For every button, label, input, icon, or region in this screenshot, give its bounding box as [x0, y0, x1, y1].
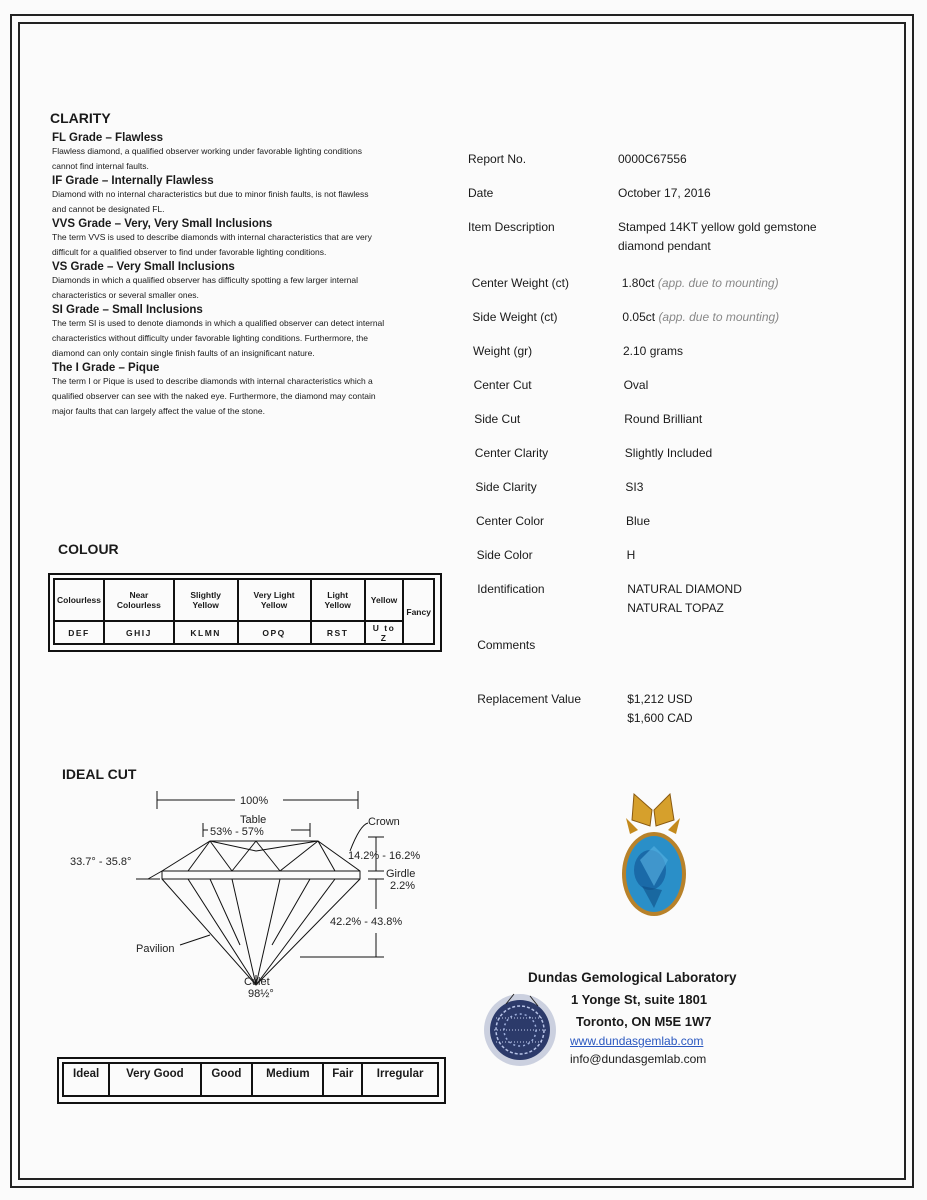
- total-width-label: 100%: [240, 795, 269, 807]
- report-field-label: Report No.: [468, 152, 527, 166]
- report-field-value-line: [627, 580, 742, 599]
- value-text: NATURAL TOPAZ: [627, 601, 724, 615]
- report-field-value-line: [624, 376, 649, 395]
- report-field-value-line: [625, 478, 643, 497]
- report-field-label: Side Clarity: [475, 480, 537, 494]
- clarity-grade-title: IF Grade – Internally Flawless: [52, 175, 214, 187]
- clarity-grade: [52, 218, 432, 260]
- pavilion-label: Pavilion: [136, 943, 175, 955]
- lab-name: Dundas Gemological Laboratory: [528, 970, 737, 985]
- report-field-label: Center Cut: [473, 378, 532, 392]
- report-field-value: [624, 410, 702, 429]
- report-field-value-line: [624, 410, 702, 429]
- value-text: diamond pendant: [618, 239, 711, 253]
- report-field-value: [625, 478, 643, 497]
- cut-grade-cell: Good: [201, 1063, 253, 1096]
- crown-label: Crown: [368, 816, 400, 828]
- colour-name-cell: Light Yellow: [311, 579, 365, 621]
- diamond-proportion-diagram: [60, 785, 440, 1005]
- culet-label: Culet: [244, 976, 270, 988]
- report-field-value: [627, 546, 636, 565]
- clarity-grade-description: qualified observer can see with the naked eye. Furthermore, the diamond may contain: [52, 391, 376, 401]
- value-text: 1.80ct: [621, 276, 655, 290]
- value-text: $1,212 USD: [627, 692, 693, 706]
- report-field-value: [625, 444, 712, 463]
- value-text: $1,600 CAD: [627, 711, 693, 725]
- report-field-label: Side Weight (ct): [472, 310, 558, 324]
- report-field-value-line: [618, 150, 687, 169]
- lab-email[interactable]: info@dundasgemlab.com: [570, 1052, 707, 1066]
- value-text: Slightly Included: [624, 446, 713, 460]
- clarity-grade-title: FL Grade – Flawless: [52, 132, 164, 144]
- report-field-value: [627, 580, 742, 618]
- pendant-photo: [610, 790, 705, 925]
- report-field-value: [622, 274, 779, 293]
- report-field-value: [618, 150, 687, 169]
- colour-cell-fancy: Fancy: [403, 579, 434, 644]
- hologram-seal-icon: [478, 990, 562, 1070]
- value-text: October 17, 2016: [618, 186, 711, 200]
- report-field-value-line: [623, 342, 683, 361]
- table-range-label: 53% - 57%: [210, 826, 264, 838]
- colour-range-cell: U to Z: [365, 621, 404, 644]
- report-field-label: Item Description: [468, 220, 555, 234]
- report-field-label: Date: [468, 186, 494, 200]
- report-field-label: Side Cut: [474, 412, 521, 426]
- colour-range-cell: GHIJ: [104, 621, 174, 644]
- clarity-grade-description: and cannot be designated FL.: [52, 204, 165, 214]
- lab-website-link[interactable]: www.dundasgemlab.com: [570, 1034, 704, 1048]
- clarity-grade: [52, 132, 432, 174]
- clarity-grade-description: The term VVS is used to describe diamonds with internal characteristics that are very: [52, 232, 372, 242]
- clarity-grade: [52, 362, 432, 419]
- colour-range-cell: KLMN: [174, 621, 238, 644]
- report-field-value-line: [625, 444, 712, 463]
- report-field-value: [623, 342, 683, 361]
- colour-heading: COLOUR: [58, 541, 119, 557]
- report-field-label: Weight (gr): [473, 344, 533, 358]
- value-text: Round Brilliant: [624, 412, 703, 426]
- clarity-grade-description: Flawless diamond, a qualified observer working under favorable lighting conditions: [52, 146, 362, 156]
- colour-name-cell: Very Light Yellow: [238, 579, 311, 621]
- clarity-grade-description: characteristics without difficulty under favorable lighting conditions. Furthermore, the: [52, 333, 368, 343]
- value-text: 0000C67556: [618, 152, 687, 166]
- colour-name-cell: Yellow: [365, 579, 404, 621]
- report-field-label: Center Clarity: [474, 446, 549, 460]
- table-label: Table: [240, 814, 267, 826]
- report-field-value: [618, 218, 817, 256]
- clarity-grade: [52, 175, 432, 217]
- value-text: NATURAL DIAMOND: [627, 582, 742, 596]
- value-text: SI3: [625, 480, 644, 494]
- crown-angle-label: 33.7° - 35.8°: [70, 856, 132, 868]
- clarity-grade-description: diamond can only contain single finish faults of an insignificant nature.: [52, 348, 315, 358]
- clarity-grade-description: difficult for a qualified observer to find under favorable lighting conditions.: [52, 247, 327, 257]
- colour-name-cell: Colourless: [54, 579, 104, 621]
- report-field-value: [618, 184, 711, 203]
- cut-grade-cell: Ideal: [63, 1063, 109, 1096]
- report-field-value: [627, 690, 692, 728]
- clarity-grade-title: The I Grade – Pique: [52, 362, 160, 374]
- cut-grade-table: [62, 1062, 439, 1097]
- report-field-value-line: [627, 690, 692, 709]
- cut-grade-cell: Very Good: [109, 1063, 200, 1096]
- clarity-grade-description: Diamond with no internal characteristics but due to minor finish faults, is not flawless: [52, 189, 369, 199]
- report-field-value-line: [626, 512, 650, 531]
- colour-name-cell: Slightly Yellow: [174, 579, 238, 621]
- girdle-label: Girdle: [386, 868, 416, 880]
- cut-grade-cell: Fair: [323, 1063, 362, 1096]
- colour-range-cell: OPQ: [238, 621, 311, 644]
- clarity-grade-title: VVS Grade – Very, Very Small Inclusions: [52, 218, 273, 230]
- cut-grade-cell: Medium: [252, 1063, 323, 1096]
- clarity-grade-list: [52, 132, 432, 420]
- value-text: 2.10 grams: [623, 344, 684, 358]
- report-field-value-line: [627, 599, 742, 618]
- value-note: (app. due to mounting): [658, 310, 780, 324]
- clarity-grade: [52, 304, 432, 361]
- report-field-label: Side Color: [476, 548, 533, 562]
- cut-grade-cell: Irregular: [362, 1063, 438, 1096]
- report-field-label: Comments: [477, 638, 536, 652]
- report-field-value-line: [627, 546, 636, 565]
- report-field-value: [626, 512, 650, 531]
- ideal-cut-heading: IDEAL CUT: [62, 766, 137, 782]
- colour-range-cell: RST: [311, 621, 365, 644]
- report-field-label: Replacement Value: [477, 692, 582, 706]
- value-text: 0.05ct: [622, 310, 656, 324]
- clarity-grade-description: major faults that can largely affect the value of the stone.: [52, 406, 265, 416]
- lab-address-line1: 1 Yonge St, suite 1801: [571, 992, 708, 1007]
- clarity-grade-description: The term I or Pique is used to describe diamonds with internal characteristics which a: [52, 376, 373, 386]
- report-field-value-line: [618, 184, 711, 203]
- report-field-value-line: [622, 274, 779, 293]
- lab-address-line2: Toronto, ON M5E 1W7: [576, 1014, 712, 1029]
- value-text: Stamped 14KT yellow gold gemstone: [618, 220, 817, 234]
- report-field-value: [622, 308, 779, 327]
- clarity-grade-description: characteristics or several smaller ones.: [52, 290, 199, 300]
- value-text: Oval: [623, 378, 649, 392]
- clarity-grade-title: SI Grade – Small Inclusions: [52, 304, 203, 316]
- girdle-percent-label: 2.2%: [390, 880, 416, 892]
- clarity-grade-description: cannot find internal faults.: [52, 161, 149, 171]
- report-field-value-line: [622, 308, 779, 327]
- colour-table-frame: [48, 573, 442, 652]
- report-field-value-line: [618, 218, 817, 237]
- report-field-label: Center Color: [476, 514, 545, 528]
- value-text: H: [626, 548, 636, 562]
- report-field-label: Center Weight (ct): [471, 276, 569, 290]
- value-note: (app. due to mounting): [657, 276, 779, 290]
- clarity-grade-description: The term SI is used to denote diamonds in which a qualified observer can detect internal: [52, 318, 385, 328]
- colour-range-cell: DEF: [54, 621, 104, 644]
- culet-angle-label: 98½°: [248, 988, 274, 1000]
- clarity-grade-title: VS Grade – Very Small Inclusions: [52, 261, 235, 273]
- cut-grade-table-frame: [57, 1057, 446, 1104]
- colour-name-cell: Near Colourless: [104, 579, 174, 621]
- report-field-value-line: [618, 237, 817, 256]
- clarity-grade-description: Diamonds in which a qualified observer has difficulty spotting a few larger internal: [52, 275, 359, 285]
- crown-height-label: 14.2% - 16.2%: [348, 850, 421, 862]
- clarity-grade: [52, 261, 432, 303]
- colour-scale-table: [53, 578, 435, 645]
- report-field-label: Identification: [477, 582, 545, 596]
- clarity-heading: CLARITY: [50, 110, 111, 126]
- report-field-value: [624, 376, 649, 395]
- report-field-value-line: [627, 709, 692, 728]
- pavilion-depth-label: 42.2% - 43.8%: [330, 916, 403, 928]
- value-text: Blue: [626, 514, 651, 528]
